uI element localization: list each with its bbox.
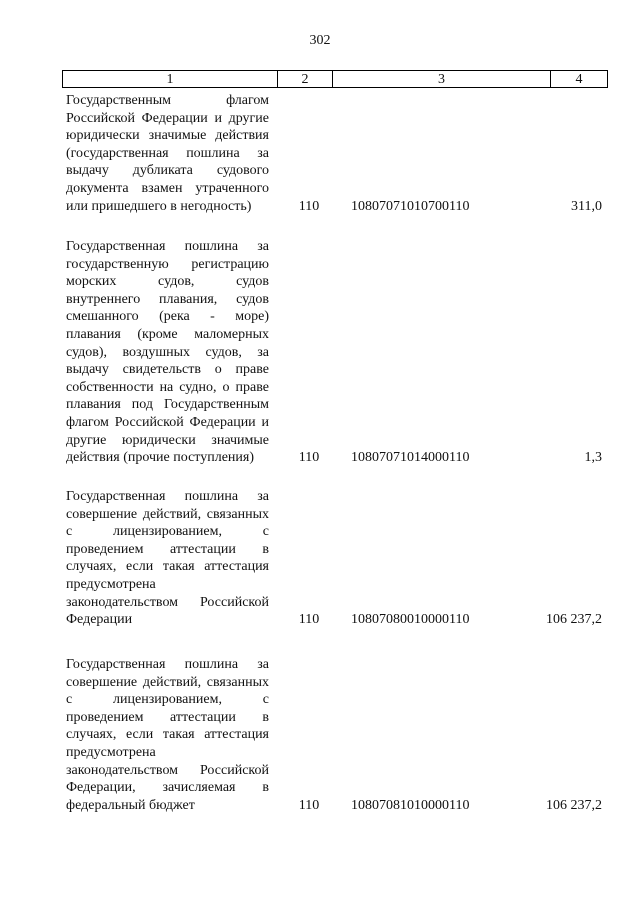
budget-classification-code: 10807080010000110: [351, 612, 470, 628]
income-description: Государственная пошлина за совершение действий, связанных с лицензированием, с проведением аттестации в случаях, если такая аттестация предусмотрена законодательством Российской Федерации, зачисляемая в федеральный бюджет: [66, 657, 269, 813]
table-row: [66, 656, 606, 814]
table-header-row: [62, 70, 608, 88]
amount-value: 1,3: [584, 450, 602, 466]
column-header-1: 1: [63, 71, 278, 87]
table-row: [66, 92, 606, 215]
budget-classification-code: 10807071010700110: [351, 198, 470, 214]
table-row: [66, 238, 606, 467]
admin-code: 110: [298, 198, 320, 214]
admin-code: 110: [298, 450, 320, 466]
amount-value: 311,0: [571, 198, 602, 214]
column-header-3: 3: [333, 71, 551, 87]
column-header-2: 2: [278, 71, 333, 87]
column-header-4: 4: [575, 72, 583, 87]
table-row: [66, 488, 606, 629]
admin-code: 110: [298, 797, 320, 813]
page-number: 302: [309, 33, 331, 48]
budget-classification-code: 10807071014000110: [351, 450, 470, 466]
income-description: Государственная пошлина за государственную регистрацию морских судов, судов внутреннего плавания, судов смешанного (река - море) плавания (кроме маломерных судов), воздушных судов, за выдачу свидетельств о праве собственности на судно, о праве плавания под Государственным флагом Российской Федерации и другие юридически значимые действия (прочие поступления): [66, 239, 269, 466]
amount-value: 106 237,2: [546, 612, 602, 628]
amount-value: 106 237,2: [546, 797, 602, 813]
budget-classification-code: 10807081010000110: [351, 797, 470, 813]
admin-code: 110: [298, 612, 320, 628]
income-description: Государственным флагом Российской Федерации и другие юридически значимые действия (государственная пошлина за выдачу дубликата судового документа взамен утраченного или пришедшего в негодность): [66, 93, 269, 214]
income-description: Государственная пошлина за совершение действий, связанных с лицензированием, с проведением аттестации в случаях, если такая аттестация предусмотрена законодательством Российской Федерации: [66, 489, 269, 628]
